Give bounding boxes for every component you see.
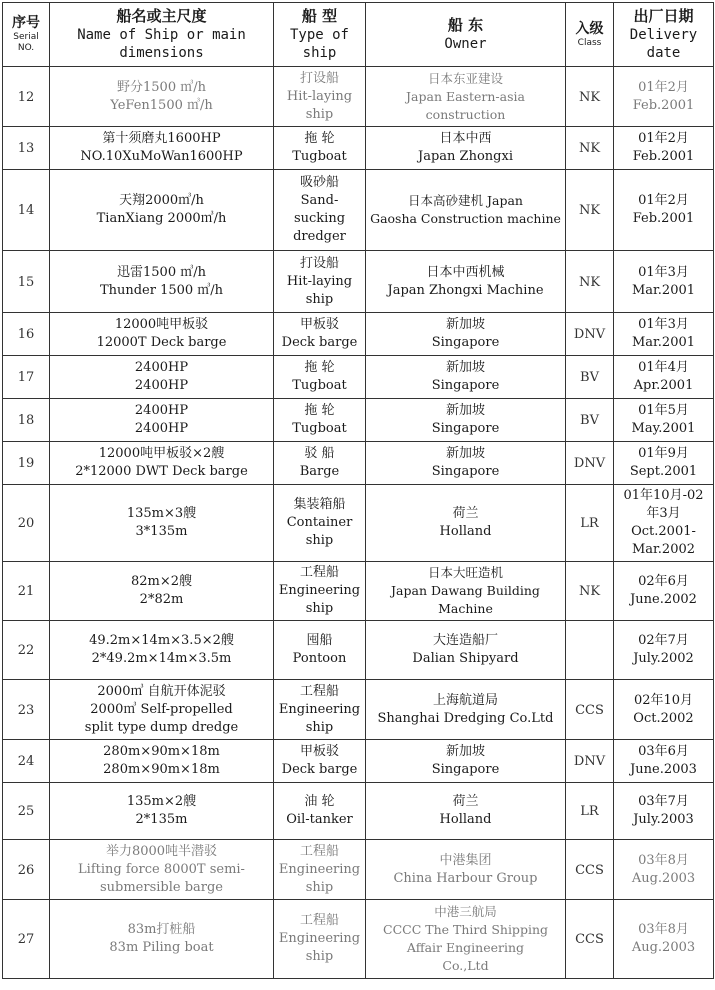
cell-name <box>50 442 274 485</box>
cell-name-line: submersible barge <box>99 879 224 895</box>
cell-class-value: NK <box>578 584 601 599</box>
cell-class <box>566 251 614 313</box>
cell-name-line: 野分1500 ㎥/h <box>117 79 206 95</box>
cell-owner-line: 日本东亚建设 <box>427 70 503 86</box>
cell-class <box>566 621 614 680</box>
cell-class <box>566 840 614 900</box>
cell-owner-line: 新加坡 <box>445 403 485 418</box>
table-row <box>3 127 714 170</box>
cell-class <box>566 783 614 840</box>
cell-date-line: 03年8月 <box>638 922 689 937</box>
cell-serial-value: 14 <box>17 203 35 218</box>
table-row <box>3 740 714 783</box>
cell-serial <box>3 562 50 621</box>
cell-owner-line: Dalian Shipyard <box>412 651 519 666</box>
cell-owner-line: Singapore <box>431 421 500 436</box>
cell-name <box>50 127 274 170</box>
cell-type <box>274 127 366 170</box>
cell-type-line: ship <box>305 879 334 895</box>
cell-name <box>50 251 274 313</box>
cell-date-line: 03年6月 <box>638 744 689 759</box>
cell-class-value: DNV <box>573 327 606 342</box>
cell-class-value: BV <box>580 370 599 385</box>
cell-class <box>566 900 614 979</box>
cell-name-line: 2400HP <box>134 378 189 393</box>
cell-date-line: Oct.2002 <box>633 710 694 726</box>
cell-date <box>614 356 714 399</box>
cell-type <box>274 680 366 740</box>
cell-type <box>274 399 366 442</box>
cell-date-line: 02年6月 <box>638 574 689 589</box>
cell-name-line: 280m×90m×18m <box>103 762 220 777</box>
cell-type-line: Engineering <box>278 931 361 946</box>
cell-owner-line: Holland <box>439 524 492 539</box>
cell-date <box>614 67 714 127</box>
cell-serial <box>3 783 50 840</box>
cell-serial-value: 12 <box>17 89 35 105</box>
table-row <box>3 621 714 680</box>
cell-owner <box>366 783 566 840</box>
cell-type-line: 集装箱船 <box>293 497 346 512</box>
cell-date-line: Feb.2001 <box>632 211 695 226</box>
cell-owner-line: 新加坡 <box>445 744 485 759</box>
cell-serial-value: 27 <box>17 932 35 947</box>
cell-date-line: 01年2月 <box>638 131 689 146</box>
cell-name-line: 3*135m <box>135 524 188 539</box>
cell-owner-line: Affair Engineering <box>406 940 525 955</box>
cell-owner-line: 日本中西 <box>439 131 492 146</box>
cell-type-line: ship <box>305 949 334 964</box>
cell-type <box>274 740 366 783</box>
cell-owner <box>366 251 566 313</box>
table-body <box>3 67 714 979</box>
cell-type-line: Tugboat <box>292 149 347 164</box>
cell-name-line: 83m Piling boat <box>109 940 214 955</box>
cell-type-line: Engineering <box>278 701 361 717</box>
cell-name-line: 2400HP <box>134 360 189 375</box>
cell-class <box>566 680 614 740</box>
cell-type-line: ship <box>305 601 334 616</box>
cell-date <box>614 170 714 251</box>
cell-serial <box>3 680 50 740</box>
cell-owner-line: 新加坡 <box>445 360 485 375</box>
cell-owner-line: Singapore <box>431 378 500 393</box>
cell-name-line: 举力8000吨半潜驳 <box>105 843 218 859</box>
cell-name-line: 12000T Deck barge <box>96 335 227 350</box>
cell-serial-value: 17 <box>17 370 35 385</box>
cell-type <box>274 356 366 399</box>
cell-serial <box>3 740 50 783</box>
cell-owner <box>366 67 566 127</box>
cell-type <box>274 840 366 900</box>
cell-owner <box>366 621 566 680</box>
cell-owner-line: Japan Zhongxi <box>418 149 513 164</box>
cell-class <box>566 442 614 485</box>
cell-class-value: NK <box>578 89 601 105</box>
cell-owner <box>366 840 566 900</box>
cell-class-value: NK <box>578 274 601 290</box>
cell-owner <box>366 399 566 442</box>
cell-date <box>614 442 714 485</box>
cell-name-line: 天翔2000㎥/h <box>119 193 204 208</box>
cell-type-line: Oil-tanker <box>286 812 353 827</box>
cell-date-line: Mar.2002 <box>631 542 696 557</box>
cell-type-line: Container <box>286 515 353 530</box>
cell-type-line: ship <box>305 719 334 735</box>
cell-name-line: split type dump dredge <box>84 719 239 735</box>
cell-owner-line: 上海航道局 <box>432 692 498 708</box>
cell-date <box>614 313 714 356</box>
cell-owner-line: Singapore <box>431 335 500 350</box>
cell-type-line: 工程船 <box>299 565 339 580</box>
cell-owner <box>366 485 566 562</box>
cell-name <box>50 399 274 442</box>
cell-owner-line: Japan Eastern-asia <box>406 88 525 104</box>
cell-date-line: May.2001 <box>631 421 696 436</box>
cell-name <box>50 562 274 621</box>
cell-type-line: 打设船 <box>299 70 339 86</box>
cell-type-line: 吸砂船 <box>299 175 339 190</box>
cell-owner-line: 日本大旺造机 <box>427 565 503 580</box>
cell-serial <box>3 399 50 442</box>
cell-owner-line: 大连造船厂 <box>432 633 498 648</box>
cell-class <box>566 356 614 399</box>
header-owner: 船 东 Owner <box>366 3 566 67</box>
cell-date-line: 01年5月 <box>638 403 689 418</box>
cell-name <box>50 356 274 399</box>
cell-owner-line: 新加坡 <box>445 317 485 332</box>
cell-date-line: 01年3月 <box>638 317 689 332</box>
cell-date <box>614 783 714 840</box>
cell-owner-line: 荷兰 <box>452 506 479 521</box>
cell-name-line: 2*82m <box>139 592 184 607</box>
cell-owner <box>366 356 566 399</box>
cell-serial-value: 16 <box>17 327 35 342</box>
cell-name-line: 2*49.2m×14m×3.5m <box>91 651 232 666</box>
header-delivery-date: 出厂日期 Delivery date <box>614 3 714 67</box>
cell-type-line: 甲板驳 <box>299 317 339 332</box>
cell-date-line: Mar.2001 <box>631 335 696 350</box>
cell-name-line: Lifting force 8000T semi- <box>78 861 245 877</box>
cell-type <box>274 170 366 251</box>
cell-serial <box>3 170 50 251</box>
cell-date <box>614 562 714 621</box>
cell-type-line: 工程船 <box>299 683 339 699</box>
cell-name-line: 2000㎥ Self-propelled <box>90 701 233 717</box>
cell-class-value: CCS <box>575 862 604 878</box>
cell-date-line: 01年3月 <box>638 264 689 280</box>
cell-date-line: Feb.2001 <box>632 97 695 113</box>
cell-serial-value: 24 <box>17 754 35 769</box>
cell-class-value: CCS <box>575 932 604 947</box>
table-row <box>3 442 714 485</box>
cell-type-line: 驳 船 <box>304 446 335 461</box>
cell-name <box>50 621 274 680</box>
cell-type-line: ship <box>305 291 334 307</box>
cell-name <box>50 740 274 783</box>
cell-date <box>614 740 714 783</box>
cell-serial-value: 21 <box>17 584 35 599</box>
cell-name-line: 135m×3艘 <box>126 506 197 521</box>
cell-owner <box>366 127 566 170</box>
cell-class-value: NK <box>578 203 601 218</box>
table-row <box>3 313 714 356</box>
cell-owner-line: 中港集团 <box>439 852 492 868</box>
cell-name-line: 83m打桩船 <box>127 922 196 937</box>
cell-date <box>614 485 714 562</box>
cell-serial-value: 19 <box>17 456 35 471</box>
table-row <box>3 783 714 840</box>
cell-date-line: Aug.2003 <box>631 870 696 886</box>
cell-name-line: TianXiang 2000㎥/h <box>96 211 227 226</box>
cell-name-line: 49.2m×14m×3.5×2艘 <box>89 633 234 648</box>
cell-type-line: 拖 轮 <box>304 360 335 375</box>
cell-type-line: 拖 轮 <box>304 403 335 418</box>
cell-class-value: LR <box>580 804 599 819</box>
table-row <box>3 170 714 251</box>
header-type: 船 型 Type of ship <box>274 3 366 67</box>
cell-class <box>566 67 614 127</box>
cell-owner-line: construction <box>425 106 506 122</box>
cell-date-line: 03年7月 <box>638 794 689 809</box>
cell-date-line: Oct.2001- <box>631 524 696 539</box>
cell-owner <box>366 900 566 979</box>
cell-type-line: Hit-laying <box>286 273 353 289</box>
cell-date <box>614 621 714 680</box>
cell-date <box>614 251 714 313</box>
cell-name-line: NO.10XuMoWan1600HP <box>80 149 243 164</box>
cell-type <box>274 251 366 313</box>
cell-name <box>50 783 274 840</box>
cell-name-line: 第十须磨丸1600HP <box>102 131 221 146</box>
cell-owner-line: 日本中西机械 <box>426 264 505 280</box>
cell-type-line: 甲板驳 <box>299 744 339 759</box>
cell-type-line: Deck barge <box>281 335 358 350</box>
cell-owner <box>366 442 566 485</box>
cell-type-line: Pontoon <box>292 651 347 666</box>
cell-type <box>274 900 366 979</box>
cell-name-line: YeFen1500 ㎥/h <box>110 97 213 113</box>
cell-class <box>566 485 614 562</box>
table-row <box>3 840 714 900</box>
cell-type-line: 工程船 <box>299 843 339 859</box>
cell-owner-line: Shanghai Dredging Co.Ltd <box>377 710 554 726</box>
cell-class-value: CCS <box>575 702 604 718</box>
cell-date-line: 01年2月 <box>638 193 689 208</box>
cell-class <box>566 562 614 621</box>
cell-serial <box>3 442 50 485</box>
cell-owner-line: 中港三航局 <box>434 904 497 919</box>
cell-type-line: Engineering <box>278 583 361 598</box>
cell-serial-value: 15 <box>17 274 35 290</box>
cell-serial <box>3 485 50 562</box>
cell-date-line: 01年10月-02 <box>623 488 704 503</box>
cell-type-line: 囤船 <box>306 633 333 648</box>
table-row <box>3 356 714 399</box>
cell-name-line: 2400HP <box>134 403 189 418</box>
cell-name-line: 2000㎥ 自航开体泥驳 <box>97 683 226 699</box>
cell-date-line: June.2002 <box>630 592 697 607</box>
cell-type-line: ship <box>305 106 334 122</box>
cell-owner-line: Singapore <box>431 762 500 777</box>
cell-name-line: 2*135m <box>135 812 188 827</box>
cell-serial-value: 13 <box>17 141 35 156</box>
cell-owner <box>366 740 566 783</box>
cell-class-value: LR <box>580 516 599 531</box>
cell-type-line: 工程船 <box>299 913 339 928</box>
cell-date-line: 01年9月 <box>638 446 689 461</box>
cell-class-value: NK <box>578 141 601 156</box>
cell-type-line: sucking <box>293 211 346 226</box>
cell-name-line: Thunder 1500 ㎥/h <box>99 282 224 298</box>
cell-date-line: Feb.2001 <box>632 149 695 164</box>
cell-date <box>614 680 714 740</box>
cell-name-line: 135m×2艘 <box>126 794 197 809</box>
cell-name-line: 280m×90m×18m <box>103 744 220 759</box>
cell-name <box>50 840 274 900</box>
cell-owner-line: Holland <box>439 812 492 827</box>
cell-type <box>274 442 366 485</box>
table-row <box>3 485 714 562</box>
cell-owner-line: Gaosha Construction machine <box>370 211 561 226</box>
header-class: 入级 Class <box>566 3 614 67</box>
cell-date-line: Mar.2001 <box>631 282 696 298</box>
cell-date-line: Aug.2003 <box>631 940 696 955</box>
cell-type <box>274 67 366 127</box>
cell-type-line: Tugboat <box>292 421 347 436</box>
cell-name-line: 迅雷1500 ㎥/h <box>117 264 206 280</box>
cell-serial <box>3 313 50 356</box>
table-row <box>3 251 714 313</box>
cell-class <box>566 399 614 442</box>
cell-serial <box>3 251 50 313</box>
cell-name-line: 2400HP <box>134 421 189 436</box>
header-row <box>3 3 714 67</box>
cell-owner <box>366 313 566 356</box>
cell-date <box>614 900 714 979</box>
cell-date-line: 年3月 <box>646 506 681 521</box>
cell-class-value: DNV <box>573 456 606 471</box>
table-row <box>3 900 714 979</box>
cell-owner <box>366 562 566 621</box>
cell-name-line: 82m×2艘 <box>130 574 193 589</box>
cell-type <box>274 621 366 680</box>
cell-serial-value: 23 <box>17 702 35 718</box>
cell-type-line: Hit-laying <box>286 88 353 104</box>
cell-owner-line: Co.,Ltd <box>442 958 489 973</box>
cell-owner-line: 荷兰 <box>452 794 479 809</box>
cell-owner <box>366 170 566 251</box>
cell-name-line: 2*12000 DWT Deck barge <box>75 464 248 479</box>
cell-date-line: Sept.2001 <box>629 464 698 479</box>
cell-name <box>50 680 274 740</box>
cell-serial-value: 20 <box>17 516 35 531</box>
cell-type-line: 拖 轮 <box>304 131 335 146</box>
cell-type-line: dredger <box>293 229 346 244</box>
cell-serial <box>3 621 50 680</box>
cell-serial-value: 26 <box>17 862 35 878</box>
cell-class-value: DNV <box>573 754 606 769</box>
cell-owner-line: CCCC The Third Shipping <box>383 922 548 937</box>
cell-date-line: June.2003 <box>630 762 697 777</box>
cell-owner-line: 新加坡 <box>445 446 485 461</box>
cell-date-line: 02年7月 <box>638 633 689 648</box>
header-serial: 序号 Serial NO. <box>3 3 50 67</box>
cell-name <box>50 485 274 562</box>
cell-name-line: 12000吨甲板驳 <box>114 317 209 332</box>
cell-owner-line: China Harbour Group <box>393 870 538 886</box>
cell-type <box>274 485 366 562</box>
cell-type-line: Tugboat <box>292 378 347 393</box>
cell-date-line: 02年10月 <box>633 692 694 708</box>
cell-type-line: 油 轮 <box>304 794 335 809</box>
cell-name <box>50 170 274 251</box>
table-row <box>3 680 714 740</box>
cell-serial-value: 22 <box>17 643 35 658</box>
cell-name <box>50 313 274 356</box>
cell-type-line: 打设船 <box>299 255 339 271</box>
table-row <box>3 67 714 127</box>
cell-type-line: Engineering <box>278 861 361 877</box>
cell-class <box>566 740 614 783</box>
header-name: 船名或主尺度 Name of Ship or main dimensions <box>50 3 274 67</box>
cell-owner <box>366 680 566 740</box>
cell-owner-line: Machine <box>438 601 493 616</box>
cell-name <box>50 67 274 127</box>
cell-serial-value: 18 <box>17 413 35 428</box>
cell-name <box>50 900 274 979</box>
cell-class-value: BV <box>580 413 599 428</box>
cell-owner-line: Singapore <box>431 464 500 479</box>
cell-serial <box>3 356 50 399</box>
cell-serial <box>3 840 50 900</box>
cell-type <box>274 783 366 840</box>
cell-date <box>614 840 714 900</box>
table-row <box>3 399 714 442</box>
cell-date-line: 01年2月 <box>638 79 689 95</box>
cell-type-line: ship <box>305 533 334 548</box>
cell-date-line: 01年4月 <box>638 360 689 375</box>
cell-owner-line: Japan Dawang Building <box>391 583 540 598</box>
cell-owner-line: Japan Zhongxi Machine <box>387 282 544 298</box>
cell-class <box>566 313 614 356</box>
cell-date-line: July.2002 <box>633 651 694 666</box>
cell-class <box>566 127 614 170</box>
delivery-table <box>2 2 714 979</box>
cell-type-line: Sand- <box>300 193 339 208</box>
cell-type <box>274 562 366 621</box>
cell-date-line: 03年8月 <box>638 852 689 868</box>
cell-type-line: Deck barge <box>281 762 358 777</box>
cell-name-line: 12000吨甲板驳×2艘 <box>98 446 225 461</box>
cell-type <box>274 313 366 356</box>
cell-date-line: Apr.2001 <box>633 378 694 393</box>
cell-owner-line: 日本高砂建机 Japan <box>408 193 523 208</box>
cell-serial-value: 25 <box>17 804 35 819</box>
cell-class <box>566 170 614 251</box>
cell-date <box>614 399 714 442</box>
cell-serial <box>3 900 50 979</box>
table-row <box>3 562 714 621</box>
cell-serial <box>3 127 50 170</box>
cell-date-line: July.2003 <box>633 812 694 827</box>
cell-type-line: Barge <box>299 464 340 479</box>
cell-date <box>614 127 714 170</box>
cell-serial <box>3 67 50 127</box>
